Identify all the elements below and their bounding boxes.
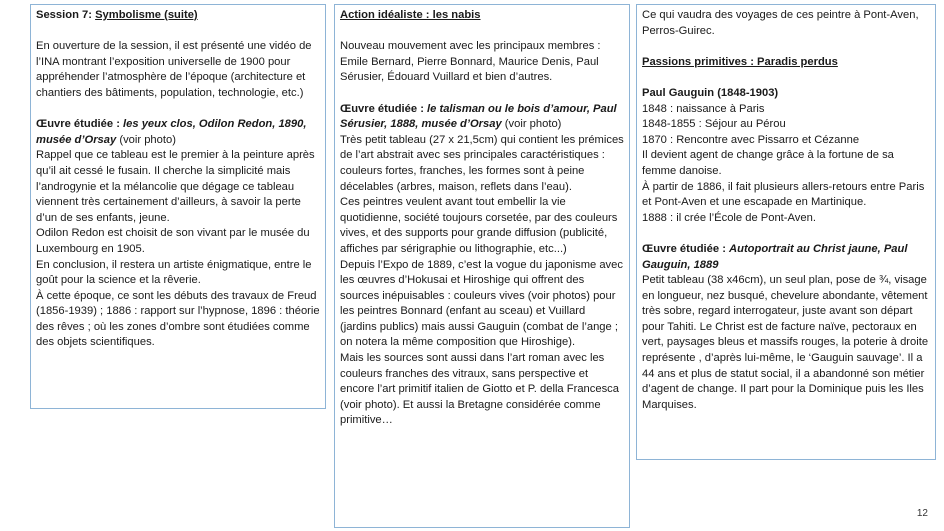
artwork-title: Autoportrait au Christ jaune, Paul Gauguin, 1889 — [642, 242, 908, 271]
paragraph: Rappel que ce tableau est le premier à la peinture après qu’il ait cessé le fusain. Il cherche la simplicité mais l’androgynie et la mélancolie que dégage ce tableau viennent très certainement d’ailleurs, à savoir la perte d’un de ses enfants, jeune. — [36, 149, 315, 224]
artwork-note: (voir photo) — [501, 118, 562, 131]
artwork-heading — [642, 242, 930, 273]
paragraph: Depuis l’Expo de 1889, c’est la vogue du japonisme avec les œuvres d’Hokusai et Hiroshige qui offrent des sources inépuisables : couleurs vives (voir photos) pour les peintres Bonnard (enfant au sceau) et Vuillard (jardins publics) mais aussi Gauguin (combat de l’ange ; on notera la même composition que Hiroshige). — [340, 258, 623, 349]
timeline-item: Il devient agent de change grâce à la fortune de sa femme danoise. — [642, 149, 894, 177]
timeline-item: 1848 : naissance à Paris — [642, 102, 765, 115]
paragraph: Odilon Redon est choisit de son vivant par le musée du Luxembourg en 1905. — [36, 227, 310, 255]
text-box-nabis — [334, 4, 630, 528]
text-box-gauguin — [636, 4, 936, 460]
artist-heading: Paul Gauguin (1848-1903) — [642, 86, 779, 99]
section-title: Passions primitives : Paradis perdus — [642, 55, 838, 68]
paragraph: À cette époque, ce sont les débuts des travaux de Freud (1856-1939) ; 1886 : rapport sur l’hypnose, 1896 : théorie des rêves ; où les zones d’ombre sont étudiées comme des objets scientifiques. — [36, 289, 320, 349]
intro-paragraph: En ouverture de la session, il est présenté une vidéo de l’INA montrant l’exposition universelle de 1900 pour appréhender l’atmosphère de l’époque (architecture et chantiers des bâtiments, population, technologie, etc.) — [36, 40, 312, 99]
session-label: Session 7: — [36, 9, 96, 21]
intro-paragraph: Ce qui vaudra des voyages de ces peintre à Pont-Aven, Perros-Guirec. — [642, 9, 919, 37]
timeline-item: 1848-1855 : Séjour au Pérou — [642, 118, 786, 131]
session-title: Symbolisme (suite) — [95, 9, 198, 21]
text-box-session-7 — [30, 4, 326, 409]
intro-paragraph: Nouveau mouvement avec les principaux membres : Emile Bernard, Pierre Bonnard, Maurice Denis, Paul Sérusier, Édouard Vuillard et bien d’autres. — [340, 40, 601, 84]
paragraph: Petit tableau (38 x46cm), un seul plan, pose de ¾, visage en longueur, nez busqué, chevelure abondante, vêtement très sobre, regard interrogateur, juste avant son départ pour Tahiti. Le Christ est de facture naïve, pectoraux en vert, paysages bleus et massifs rouges, la poterie à droite représente , d’après lui-même, le ‘Gauguin sauvage’. Il a 44 ans et plus de statut social, il a abandonné son métier d’agent de change. Il part pour la Dominique puis les Iles Marquises. — [642, 274, 929, 411]
paragraph: Très petit tableau (27 x 21,5cm) qui contient les prémices de l’art abstrait avec ses principales caractéristiques : couleurs fortes, franches, les formes sont à peine décelables (arbres, maison, reflets dans l’eau). — [340, 133, 624, 193]
timeline-item: 1870 : Rencontre avec Pissarro et Cézanne — [642, 133, 860, 146]
timeline-item: 1888 : il crée l’École de Pont-Aven. — [642, 211, 816, 224]
artwork-label: Œuvre étudiée : — [642, 242, 730, 255]
paragraph: Mais les sources sont aussi dans l’art roman avec les couleurs franches des vitraux, sans perspective et encore l’art primitif italien de Giotto et P. della Francesca (voir photo). Et aussi la Bretagne considérée comme primitive… — [340, 352, 619, 427]
paragraph: En conclusion, il restera un artiste énigmatique, entre le goût pour la science et la rêverie. — [36, 258, 312, 287]
page-number: 12 — [916, 508, 928, 519]
section-title: Action idéaliste : les nabis — [340, 9, 481, 21]
artwork-label: Œuvre étudiée : — [340, 102, 428, 115]
section-heading — [340, 8, 624, 24]
artwork-label: Œuvre étudiée : — [36, 118, 124, 131]
section-heading — [642, 55, 930, 71]
artwork-note: (voir photo) — [116, 133, 176, 146]
artwork-title: le talisman ou le bois d’amour, Paul Sérusier, 1888, musée d’Orsay — [340, 102, 617, 131]
artwork-heading — [340, 102, 624, 133]
artwork-heading — [36, 117, 320, 148]
paragraph: Ces peintres veulent avant tout embellir la vie quotidienne, société toujours corsetée, par des couleurs vives, et des supports pour grande diffusion (publicité, affiches par sérigraphie ou lithographie, etc...) — [340, 196, 618, 255]
artwork-title: les yeux clos, Odilon Redon, 1890, musée d’Orsay — [36, 118, 307, 146]
timeline-item: À partir de 1886, il fait plusieurs allers-retours entre Paris et Pont-Aven et une escapade en Martinique. — [642, 180, 925, 209]
section-heading — [36, 8, 320, 24]
